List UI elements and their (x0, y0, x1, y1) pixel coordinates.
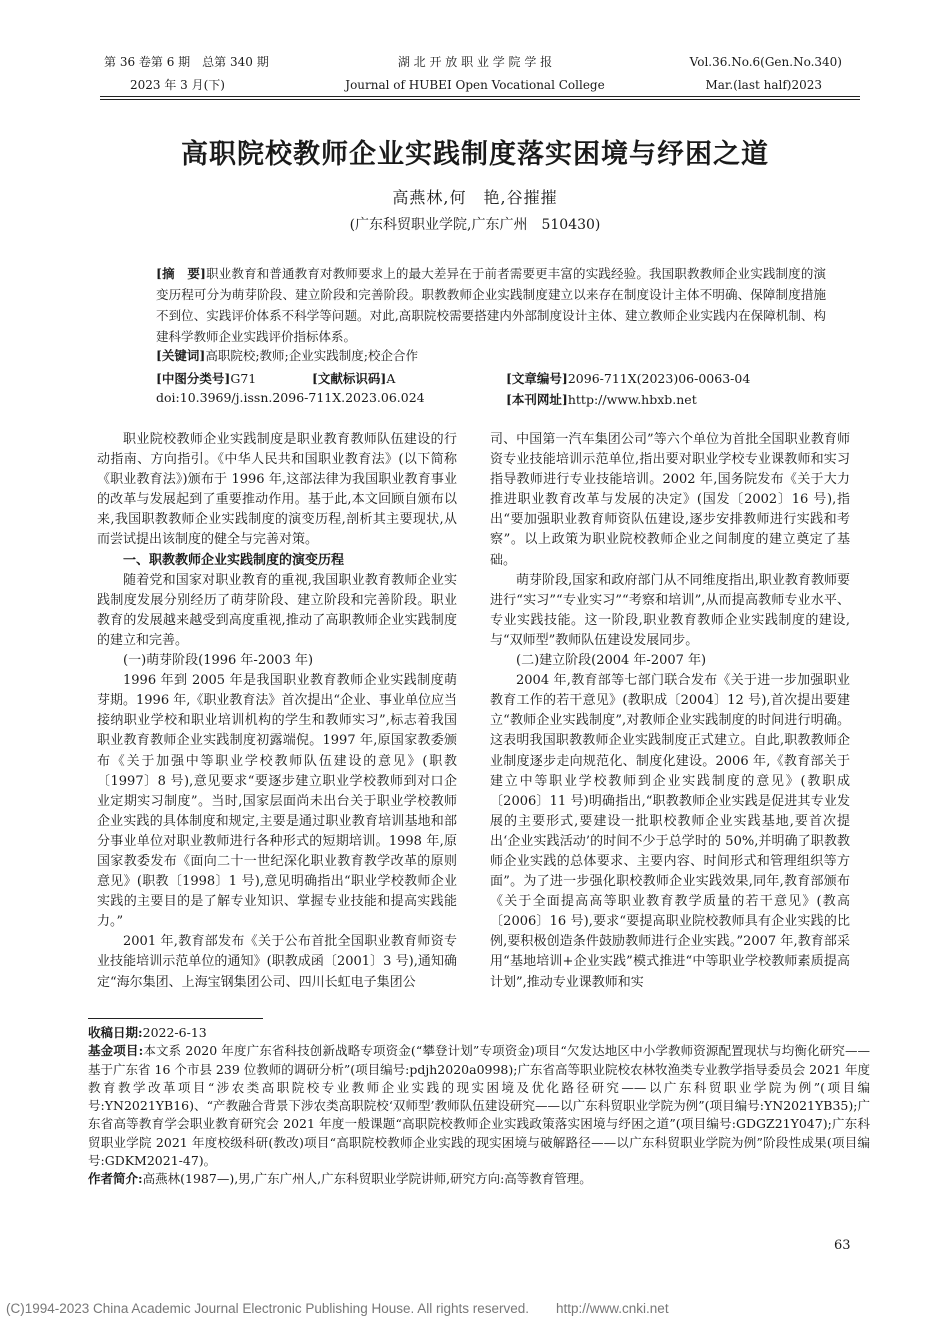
page-number: 63 (834, 1238, 851, 1253)
clc-value: G71 (230, 371, 257, 386)
copyright-watermark: (C)1994-2023 China Academic Journal Electronic Publishing House. All rights reserved. http://www.cnki.net (6, 1301, 669, 1316)
left-column (97, 430, 457, 993)
received-value: 2022-6-13 (142, 1025, 207, 1040)
footnote-rule (88, 1018, 263, 1019)
funding-label: 基金项目: (88, 1043, 144, 1059)
doc-code-label: [文献标识码] (312, 371, 387, 386)
article-title: 高职院校教师企业实践制度落实困境与纾困之道 (181, 139, 769, 170)
header-rule (100, 96, 860, 97)
received-label: 收稿日期: (88, 1025, 143, 1040)
paragraph: 司、中国第一汽车集团公司”等六个单位为首批全国职业教育师资专业技能培训示范单位,指出要对职业学校专业课教师和实习指导教师进行专业技能培训。2002 年,国务院发布《关于大力推进职业教育改革与发展的决定》(国发〔2002〕16 号),指出“要加强职业教育师资队伍建设,逐步安排教师进行实践和考察”。以上政策为职业院校教师企业之间制度的建立奠定了基础。 (490, 432, 850, 568)
funding-text: 本文系 2020 年度广东省科技创新战略专项资金(“攀登计划”专项资金)项目“欠发达地区中小学教师资源配置现状与均衡化研究——基于广东省 16 个市县 239 位教师的调研分析”(项目编号:pdjh2020a0998);广东省高等职业院校农林牧渔类专业教学指导委员会 2021 年度教育教学改革项目“涉农类高职院校专业教师企业实践的现实困境及优化路径研究——以广东科贸职业学院为例”(项目编号:YN2021YB16)、“产教融合背景下涉农类高职院校‘双师型’教师队伍建设研究——以广东科贸职业学院为例”(项目编号:YN2021YB35);广东省高等教育学会职业教育研究会 2021 年度一般课题“高职院校教师企业实践政策落实困境与纾困之道”(项目编号:GDGZ21Y047);广东科贸职业学院 2021 年度校级科研(教改)项目“高职院校教师企业实践的现实困境与破解路径——以广东科贸职业学院为例”阶段性成果(项目编号:GDKM2021-47)。 (88, 1043, 870, 1169)
journal-name-cn: 湖 北 开 放 职 业 学 院 学 报 (397, 55, 553, 69)
issue-info: 第 36 卷第 6 期 总第 340 期 (104, 55, 269, 69)
authors: 高燕林,何 艳,谷摧摧 (392, 188, 558, 207)
volume-info: Vol.36.No.6(Gen.No.340) (689, 55, 842, 69)
paragraph: 1996 年到 2005 年是我国职业教育教师企业实践制度萌芽期。1996 年,《职业教育法》首次提出“企业、事业单位应当接纳职业学校和职业培训机构的学生和教师实习”,标志着我国职业教育教师企业实践制度初露端倪。1997 年,原国家教委颁布《关于加强中等职业学校教师队伍建设的意见》(职教〔1997〕8 号),意见要求“要逐步建立职业学校教师到对口企业定期实习制度”。当时,国家层面尚未出台关于职业学校教师企业实践的具体制度和规定,主要是通过职业教育培训基地和部分事业单位对职业教师进行各种形式的短期培训。1998 年,原国家教委发布《面向二十一世纪深化职业教育教学改革的原则意见》(职教〔1998〕1 号),意见明确指出“职业学校教师企业实践的主要目的是了解专业知识、掌握专业技能和提高实践能力。” (97, 673, 457, 930)
paragraph: 萌芽阶段,国家和政府部门从不同维度指出,职业教育教师要进行“实习”“专业实习”“考察和培训”,从而提高教师专业水平、专业实践技能。这一阶段,职业教育教师企业实践制度的建设,与“双师型”教师队伍建设发展同步。 (490, 572, 850, 648)
paragraph: 2001 年,教育部发布《关于公布首批全国职业教育师资专业技能培训示范单位的通知》(职教成函〔2001〕3 号),通知确定“海尔集团、上海宝钢集团公司、四川长虹电子集团公 (97, 934, 457, 990)
author-bio-text: 高燕林(1987—),男,广东广州人,广东科贸职业学院讲师,研究方向:高等教育管理。 (142, 1171, 592, 1187)
volume-date: Mar.(last half)2023 (705, 78, 822, 92)
issue-date: 2023 年 3 月(下) (130, 78, 225, 92)
clc-number (156, 369, 256, 387)
journal-name-en: Journal of HUBEI Open Vocational College (345, 78, 605, 92)
right-column (490, 430, 850, 993)
article-number-value: 2096-711X(2023)06-0063-04 (567, 371, 751, 386)
paragraph: 2004 年,教育部等七部门联合发布《关于进一步加强职业教育工作的若干意见》(教职成〔2004〕12 号),首次提出要建立“教师企业实践制度”,对教师企业实践制度的时间进行明确。这表明我国职教教师企业实践制度正式建立。自此,职教教师企业制度逐步走向规范化、制度化建设。2006 年,《教育部关于建立中等职业学校教师到企业实践制度的意见》(教职成〔2006〕11 号)明确指出,“职教教师企业实践是促进其专业发展的主要形式,要建设一批职校教师企业实践基地,要首次提出‘企业实践活动’的时间不少于总学时的 50%,并明确了职教教师企业实践的总体要求、主要内容、时间形式和管理组织等方面”。为了进一步强化职校教师企业实践效果,同年,教育部颁布《关于全面提高高等职业教育教学质量的若干意见》(教高〔2006〕16 号),要求“要提高职业院校教师具有企业实践的比例,要积极创造条件鼓励教师进行企业实践。”2007 年,教育部采用“基地培训+企业实践”模式推进“中等职业学校教师素质提高计划”,推动专业课教师和实 (490, 673, 850, 990)
header-rule-2 (100, 99, 860, 100)
affiliation: (广东科贸职业学院,广东广州 510430) (349, 217, 601, 233)
author-bio-label: 作者简介: (88, 1171, 143, 1187)
abstract-text: 职业教育和普通教育对教师要求上的最大差异在于前者需要更丰富的实践经验。我国职教教师企业实践制度的演变历程可分为萌芽阶段、建立阶段和完善阶段。职教教师企业实践制度建立以来存在制度设计主体不明确、保障制度措施不到位、实践评价体系不科学等问题。对此,高职院校需要搭建内外部制度设计主体、建立教师企业实践内在保障机制、构建科学教师企业实践评价指标体系。 (156, 266, 826, 344)
clc-label: [中图分类号] (156, 371, 231, 386)
abstract (156, 263, 826, 347)
author-bio (88, 1170, 870, 1188)
website (506, 390, 697, 408)
article-number (506, 369, 750, 387)
doc-code-value: A (386, 371, 396, 386)
website-label: [本刊网址] (506, 392, 568, 407)
document-code (312, 369, 395, 387)
footnotes (88, 1024, 870, 1189)
website-url: http://www.hbxb.net (567, 392, 697, 407)
received-date (88, 1024, 870, 1042)
paragraph: 职业院校教师企业实践制度是职业教育教师队伍建设的行动指南、方向指引。《中华人民共和国职业教育法》(以下简称《职业教育法》)颁布于 1996 年,这部法律为我国职业教育事业的改革与发展起到了重要推动作用。基于此,本文回顾自颁布以来,我国职教教师企业实践制度的演变历程,剖析其主要现状,从而尝试提出该制度的健全与完善对策。 (97, 432, 457, 548)
subsection-heading: (二)建立阶段(2004 年-2007 年) (516, 653, 707, 669)
keywords-text: 高职院校;教师;企业实践制度;校企合作 (205, 348, 418, 363)
subsection-heading: (一)萌芽阶段(1996 年-2003 年) (123, 653, 314, 669)
keywords (156, 346, 418, 364)
funding-note (88, 1042, 870, 1170)
article-number-label: [文章编号] (506, 371, 568, 386)
section-heading: 一、职教教师企业实践制度的演变历程 (123, 552, 345, 568)
keywords-label: [关键词] (156, 348, 206, 363)
abstract-label: [摘 要] (156, 266, 206, 281)
doi: doi:10.3969/j.issn.2096-711X.2023.06.024 (156, 390, 425, 405)
paragraph: 随着党和国家对职业教育的重视,我国职业教育教师企业实践制度发展分别经历了萌芽阶段、建立阶段和完善阶段。职业教育的发展越来越受到高度重视,推动了高职教师企业实践制度的建立和完善。 (97, 572, 457, 648)
